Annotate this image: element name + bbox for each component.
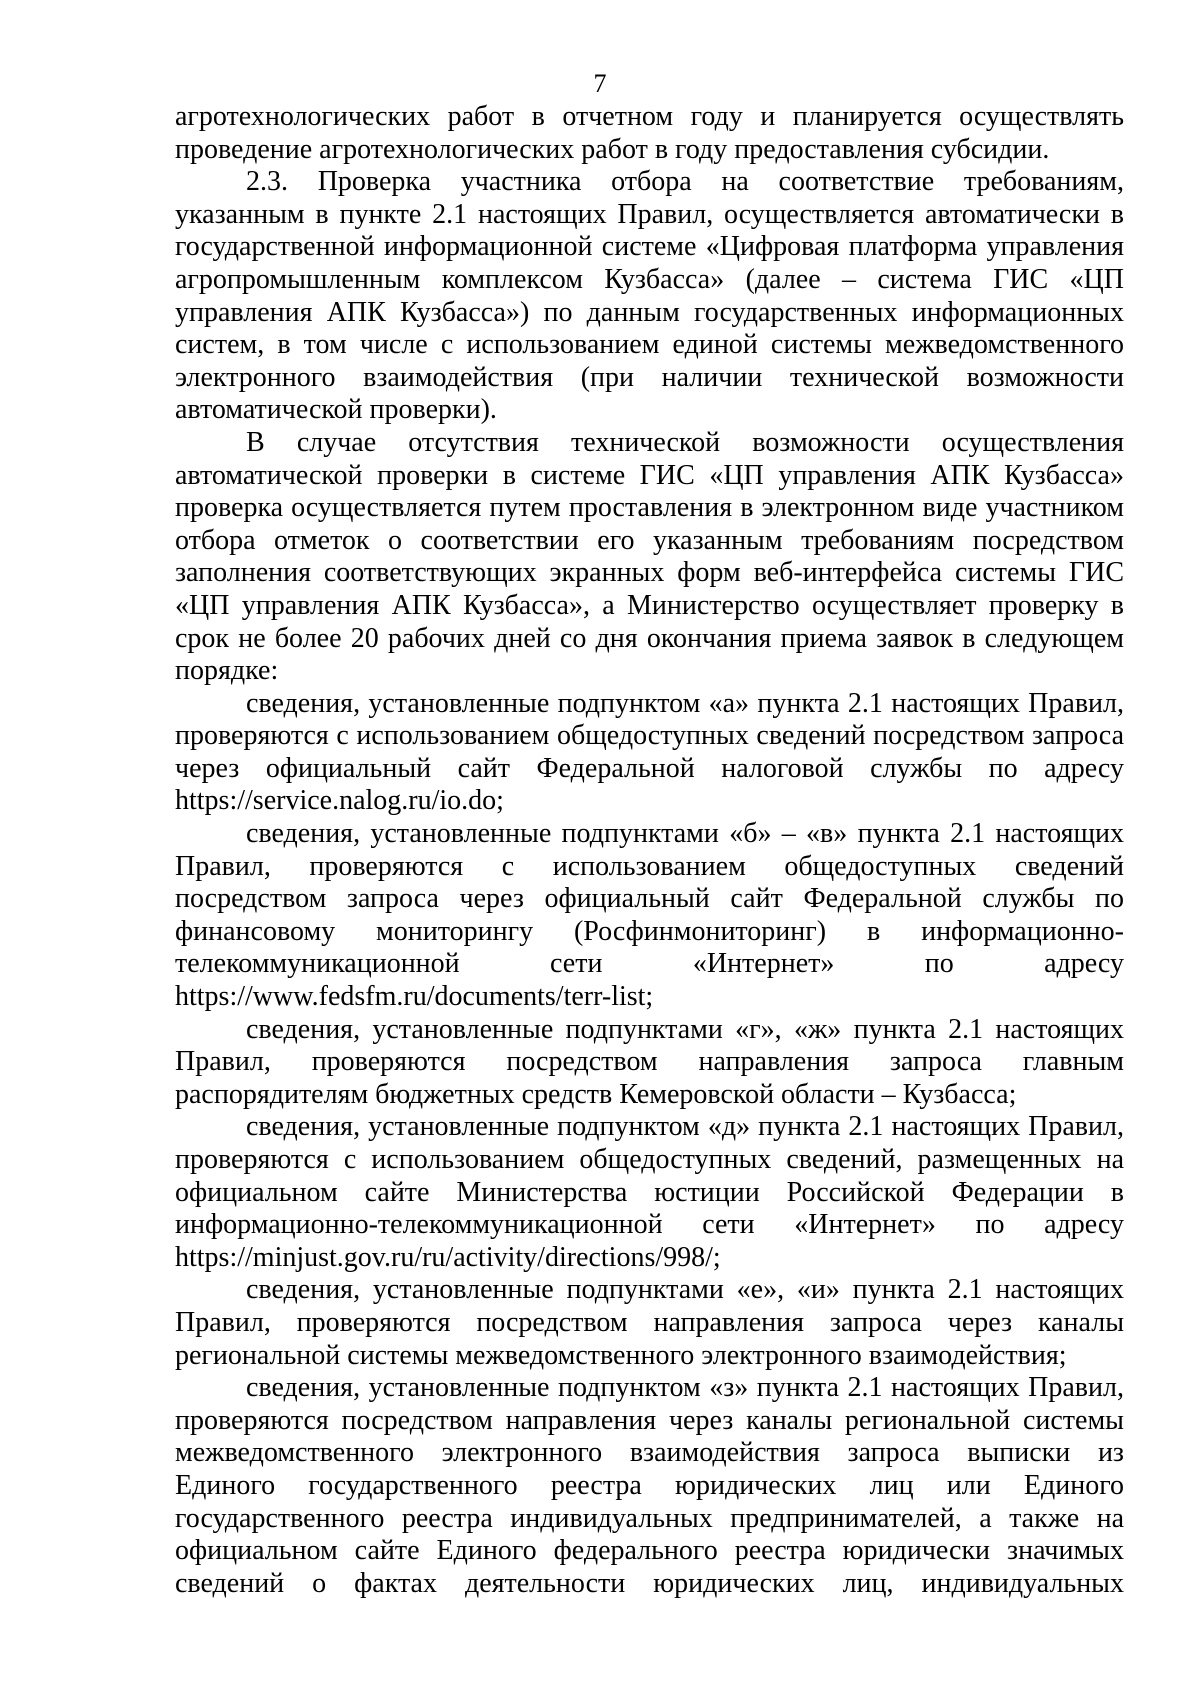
paragraph-subitems-e-i: сведения, установленные подпунктами «е», «и» пункта 2.1 настоящих Правил, проверяются посредством направления запроса через каналы региональной системы межведомственного электронного взаимодействия;: [175, 1274, 1124, 1371]
paragraph-manual-verification: В случае отсутствия технической возможности осуществления автоматической проверки в системе ГИС «ЦП управления АПК Кузбасса» проверка осуществляется путем проставления в электронном виде участником отбора отметок о соответствии его указанным требованиям посредством заполнения соответствующих экранных форм веб-интерфейса системы ГИС «ЦП управления АПК Кузбасса», а Министерство осуществляет проверку в срок не более 20 рабочих дней со дня окончания приема заявок в следующем порядке:: [175, 426, 1124, 687]
paragraph-subitems-b-v: сведения, установленные подпунктами «б» – «в» пункта 2.1 настоящих Правил, проверяются с использованием общедоступных сведений посредством запроса через официальный сайт Федеральной службы по финансовому мониторингу (Росфинмониторинг) в информационно-телекоммуникационной сети «Интернет» по адресу https://www.fedsfm.ru/documents/terr-list;: [175, 818, 1124, 1013]
paragraph-subitems-g-zh: сведения, установленные подпунктами «г», «ж» пункта 2.1 настоящих Правил, проверяются посредством направления запроса главным распорядителям бюджетных средств Кемеровской области – Кузбасса;: [175, 1013, 1124, 1110]
paragraph-subitem-a: сведения, установленные подпунктом «а» пункта 2.1 настоящих Правил, проверяются с использованием общедоступных сведений посредством запроса через официальный сайт Федеральной налоговой службы по адресу https://service.nalog.ru/io.do;: [175, 687, 1124, 817]
paragraph-continuation: агротехнологических работ в отчетном году и планируется осуществлять проведение агротехнологических работ в году предоставления субсидии.: [175, 101, 1124, 165]
paragraph-subitem-z: сведения, установленные подпунктом «з» пункта 2.1 настоящих Правил, проверяются посредством направления через каналы региональной системы межведомственного электронного взаимодействия запроса выписки из Единого государственного реестра юридических лиц или Единого государственного реестра индивидуальных предпринимателей, а также на официальном сайте Единого федерального реестра юридически значимых сведений о фактах деятельности юридических лиц, индивидуальных: [175, 1372, 1124, 1599]
document-body: [175, 101, 1124, 1600]
paragraph-2-3-verification: 2.3. Проверка участника отбора на соответствие требованиям, указанным в пункте 2.1 настоящих Правил, осуществляется автоматически в государственной информационной системе «Цифровая платформа управления агропромышленным комплексом Кузбасса» (далее – система ГИС «ЦП управления АПК Кузбасса») по данным государственных информационных систем, в том числе с использованием единой системы межведомственного электронного взаимодействия (при наличии технической возможности автоматической проверки).: [175, 166, 1124, 426]
paragraph-subitem-d: сведения, установленные подпунктом «д» пункта 2.1 настоящих Правил, проверяются с использованием общедоступных сведений, размещенных на официальном сайте Министерства юстиции Российской Федерации в информационно-телекоммуникационной сети «Интернет» по адресу https://minjust.gov.ru/ru/activity/directions/998/;: [175, 1111, 1124, 1273]
page-number: 7: [593, 69, 607, 98]
